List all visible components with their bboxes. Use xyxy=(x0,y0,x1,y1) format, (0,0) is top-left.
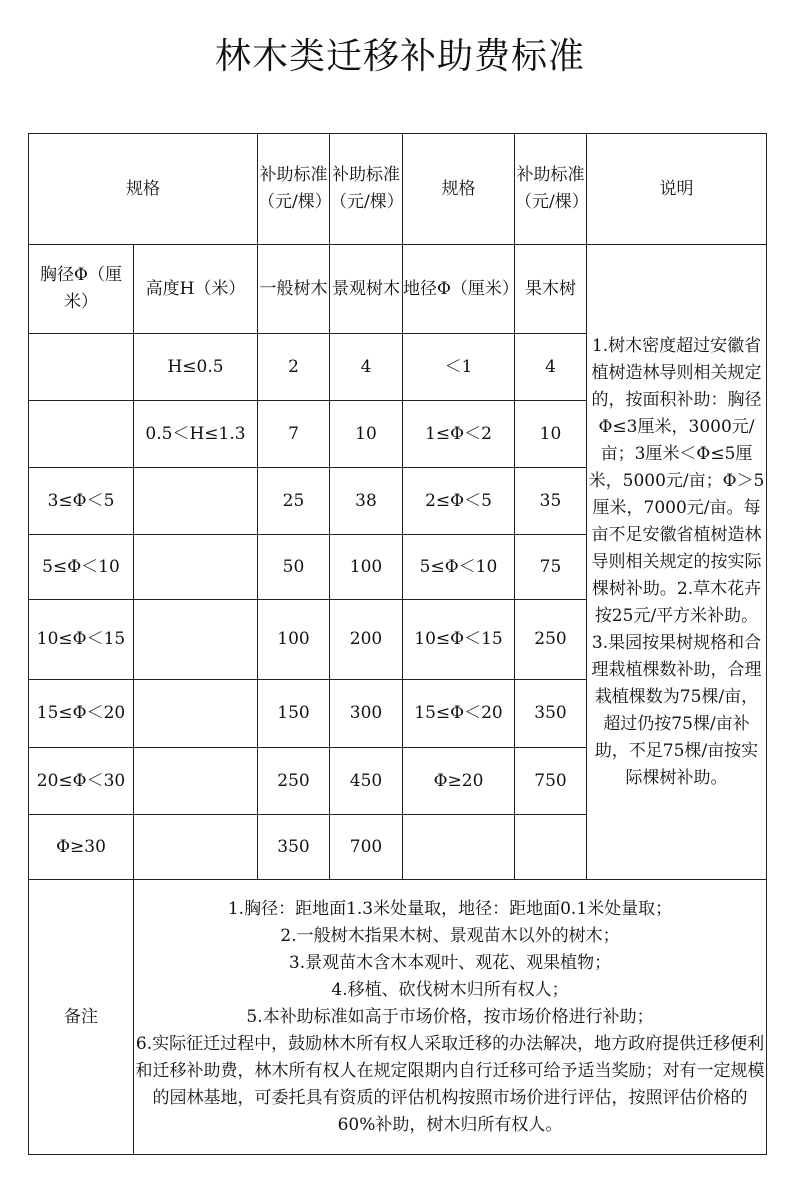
cell-general: 150 xyxy=(258,680,330,748)
cell-fruit: 750 xyxy=(515,748,587,815)
cell-dbh xyxy=(29,334,134,401)
header-explanation: 说明 xyxy=(587,134,767,245)
cell-landscape: 200 xyxy=(330,600,403,680)
cell-dbh: 15≤Φ＜20 xyxy=(29,680,134,748)
cell-fruit: 350 xyxy=(515,680,587,748)
cell-height xyxy=(134,468,258,535)
remark-item: 2.一般树木指果木树、景观苗木以外的树木； xyxy=(280,925,620,946)
cell-dbh xyxy=(29,401,134,468)
cell-fruit: 75 xyxy=(515,535,587,600)
cell-ground: 1≤Φ＜2 xyxy=(403,401,515,468)
cell-ground: Φ≥20 xyxy=(403,748,515,815)
cell-general: 25 xyxy=(258,468,330,535)
cell-general: 7 xyxy=(258,401,330,468)
cell-dbh: 10≤Φ＜15 xyxy=(29,600,134,680)
remarks-row xyxy=(29,880,767,1155)
cell-landscape: 700 xyxy=(330,815,403,880)
compensation-table xyxy=(28,133,767,1155)
cell-height xyxy=(134,815,258,880)
subheader-landscape-tree: 景观树木 xyxy=(330,245,403,334)
cell-height: 0.5＜H≤1.3 xyxy=(134,401,258,468)
cell-landscape: 4 xyxy=(330,334,403,401)
cell-height xyxy=(134,600,258,680)
cell-landscape: 300 xyxy=(330,680,403,748)
cell-height xyxy=(134,748,258,815)
cell-general: 250 xyxy=(258,748,330,815)
subheader-dbh: 胸径Φ（厘米） xyxy=(29,245,134,334)
cell-landscape: 38 xyxy=(330,468,403,535)
header-spec-right: 规格 xyxy=(403,134,515,245)
explanation-notes: 1.树木密度超过安徽省植树造林导则相关规定的，按面积补助：胸径Φ≤3厘米，3000元/亩；3厘米＜Φ≤5厘米，5000元/亩；Φ＞5厘米，7000元/亩。每亩不足安徽省植树造林导则相关规定的按实际棵树补助。2.草木花卉按25元/平方米补助。3.果园按果树规格和合理栽植棵数补助，合理栽植棵数为75棵/亩，超过仍按75棵/亩补助，不足75棵/亩按实际棵树补助。 xyxy=(587,245,767,880)
cell-ground: 5≤Φ＜10 xyxy=(403,535,515,600)
remark-item: 5.本补助标准如高于市场价格，按市场价格进行补助； xyxy=(246,1006,654,1027)
cell-fruit: 4 xyxy=(515,334,587,401)
cell-height xyxy=(134,680,258,748)
remarks-content xyxy=(134,880,767,1155)
cell-ground: 15≤Φ＜20 xyxy=(403,680,515,748)
header-std-landscape: 补助标准（元/棵） xyxy=(330,134,403,245)
cell-landscape: 100 xyxy=(330,535,403,600)
remark-item: 6.实际征迁过程中，鼓励林木所有权人采取迁移的办法解决，地方政府提供迁移便利和迁移补助费，林木所有权人在规定限期内自行迁移可给予适当奖励；对有一定规模的园林基地，可委托具有资质的评估机构按照市场价进行评估，按照评估价格的60%补助，树木归所有权人。 xyxy=(135,1033,765,1135)
remark-item: 4.移植、砍伐树木归所有权人； xyxy=(331,979,569,1000)
subheader-fruit-tree: 果木树 xyxy=(515,245,587,334)
header-spec-left: 规格 xyxy=(29,134,258,245)
remark-item: 1.胸径：距地面1.3米处量取，地径：距地面0.1米处量取； xyxy=(227,898,673,919)
cell-landscape: 450 xyxy=(330,748,403,815)
cell-fruit: 35 xyxy=(515,468,587,535)
remark-item: 3.景观苗木含木本观叶、观花、观果植物； xyxy=(288,952,612,973)
cell-height: H≤0.5 xyxy=(134,334,258,401)
cell-fruit xyxy=(515,815,587,880)
cell-general: 2 xyxy=(258,334,330,401)
header-std-fruit: 补助标准（元/棵） xyxy=(515,134,587,245)
remarks-label: 备注 xyxy=(29,880,134,1155)
cell-general: 50 xyxy=(258,535,330,600)
cell-ground: 10≤Φ＜15 xyxy=(403,600,515,680)
cell-ground: 2≤Φ＜5 xyxy=(403,468,515,535)
cell-height xyxy=(134,535,258,600)
cell-ground xyxy=(403,815,515,880)
cell-landscape: 10 xyxy=(330,401,403,468)
subheader-general-tree: 一般树木 xyxy=(258,245,330,334)
cell-general: 100 xyxy=(258,600,330,680)
subheader-ground-diameter: 地径Φ（厘米） xyxy=(403,245,515,334)
subheader-row xyxy=(29,245,767,334)
header-row xyxy=(29,134,767,245)
cell-fruit: 10 xyxy=(515,401,587,468)
cell-dbh: 5≤Φ＜10 xyxy=(29,535,134,600)
page-title: 林木类迁移补助费标准 xyxy=(214,36,585,77)
cell-dbh: Φ≥30 xyxy=(29,815,134,880)
header-std-general: 补助标准（元/棵） xyxy=(258,134,330,245)
cell-ground: ＜1 xyxy=(403,334,515,401)
cell-fruit: 250 xyxy=(515,600,587,680)
cell-dbh: 3≤Φ＜5 xyxy=(29,468,134,535)
subheader-height: 高度H（米） xyxy=(134,245,258,334)
cell-dbh: 20≤Φ＜30 xyxy=(29,748,134,815)
cell-general: 350 xyxy=(258,815,330,880)
